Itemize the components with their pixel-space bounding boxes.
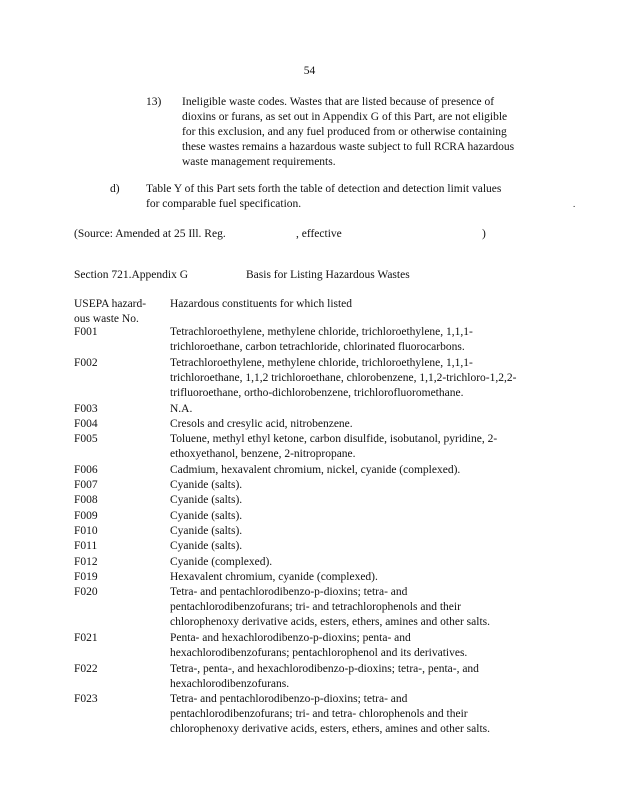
hazardous-constituents: Cadmium, hexavalent chromium, nickel, cyanide (complexed).: [170, 463, 461, 476]
item-13-text: Ineligible waste codes. Wastes that are listed because of presence of dioxins or furans, as set out in Appendix G of this Part, are not eligible for this exclusion, and any fuel produced from or otherwise containing these wastes remains a hazardous waste subject to full RCRA hazardous waste management requirements.: [182, 96, 515, 168]
waste-code: F020: [74, 586, 98, 599]
section-title: Basis for Listing Hazardous Wastes: [246, 269, 410, 281]
hazardous-constituents: Hexavalent chromium, cyanide (complexed).: [170, 570, 378, 583]
waste-code: F005: [74, 433, 98, 446]
hazardous-constituents: Cyanide (salts).: [170, 524, 243, 537]
waste-code: F021: [74, 632, 98, 644]
hazardous-constituents: Tetrachloroethylene, methylene chloride, trichloroethylene, 1,1,1- trichloroethane, 1,1,2 trichloroethane, chlorobenzene, 1,1,2-trichloro-1,2,2- trifluoroethane, ortho-dichlorobenzene, trichlorofluoromethane.: [170, 356, 517, 399]
hazardous-constituents: N.A.: [170, 402, 193, 415]
waste-code: F010: [74, 524, 98, 537]
item-13-marker: 13): [146, 96, 162, 108]
hazardous-constituents: Tetrachloroethylene, methylene chloride, trichloroethylene, 1,1,1- trichloroethane, carbon tetrachloride, chlorinated fluorocarbons.: [170, 326, 473, 353]
hazardous-constituents: Tetra-, penta-, and hexachlorodibenzo-p-dioxins; tetra-, penta-, and hexachlorodibenzofurans.: [170, 662, 479, 690]
item-d-marker: d): [110, 183, 120, 195]
waste-code: F019: [74, 570, 98, 583]
hazardous-constituents: Cyanide (salts).: [170, 540, 243, 553]
waste-code: F012: [74, 555, 98, 568]
waste-code: F001: [74, 326, 98, 338]
waste-code: F023: [74, 693, 98, 706]
hazardous-constituents: Toluene, methyl ethyl ketone, carbon disulfide, isobutanol, pyridine, 2- ethoxyethanol, benzene, 2-nitropropane.: [170, 433, 498, 461]
stray-mark: .: [573, 199, 576, 209]
waste-code: F003: [74, 402, 98, 415]
hazardous-constituents: Tetra- and pentachlorodibenzo-p-dioxins; tetra- and pentachlorodibenzofurans; tri- and tetra- chlorophenols and their chlorophenoxy derivative acids, esters, ethers, amines and other salts.: [170, 693, 490, 736]
source-effective: , effective: [296, 228, 342, 240]
hazardous-constituents: Penta- and hexachlorodibenzo-p-dioxins; penta- and hexachlorodibenzofurans; pentachlorophenol and its derivatives.: [170, 632, 468, 659]
waste-code: F011: [74, 540, 98, 553]
waste-code: F006: [74, 463, 98, 476]
source-prefix: (Source: Amended at 25 Ill. Reg.: [74, 228, 226, 240]
source-close: ): [482, 228, 486, 240]
waste-code: F004: [74, 417, 98, 430]
item-d-text: Table Y of this Part sets forth the table of detection and detection limit values for comparable fuel specification.: [146, 183, 502, 210]
table-header-desc: Hazardous constituents for which listed: [170, 298, 353, 310]
waste-code: F002: [74, 356, 98, 369]
waste-code: F022: [74, 662, 98, 675]
hazardous-constituents: Cyanide (salts).: [170, 479, 243, 491]
hazardous-constituents: Cyanide (complexed).: [170, 555, 273, 568]
waste-code: F008: [74, 494, 98, 507]
table-header-code: USEPA hazard- ous waste No.: [74, 298, 147, 325]
hazardous-constituents: Tetra- and pentachlorodibenzo-p-dioxins; tetra- and pentachlorodibenzofurans; tri- and tetrachlorophenols and their chlorophenoxy derivative acids, esters, ethers, amines and other salts.: [170, 586, 490, 629]
hazardous-constituents: Cresols and cresylic acid, nitrobenzene.: [170, 417, 353, 430]
waste-code: F009: [74, 509, 98, 522]
hazardous-constituents: Cyanide (salts).: [170, 509, 243, 522]
hazardous-constituents: Cyanide (salts).: [170, 494, 243, 507]
page-number: 54: [303, 65, 316, 77]
waste-code: F007: [74, 479, 98, 491]
section-label: Section 721.Appendix G: [74, 269, 189, 281]
